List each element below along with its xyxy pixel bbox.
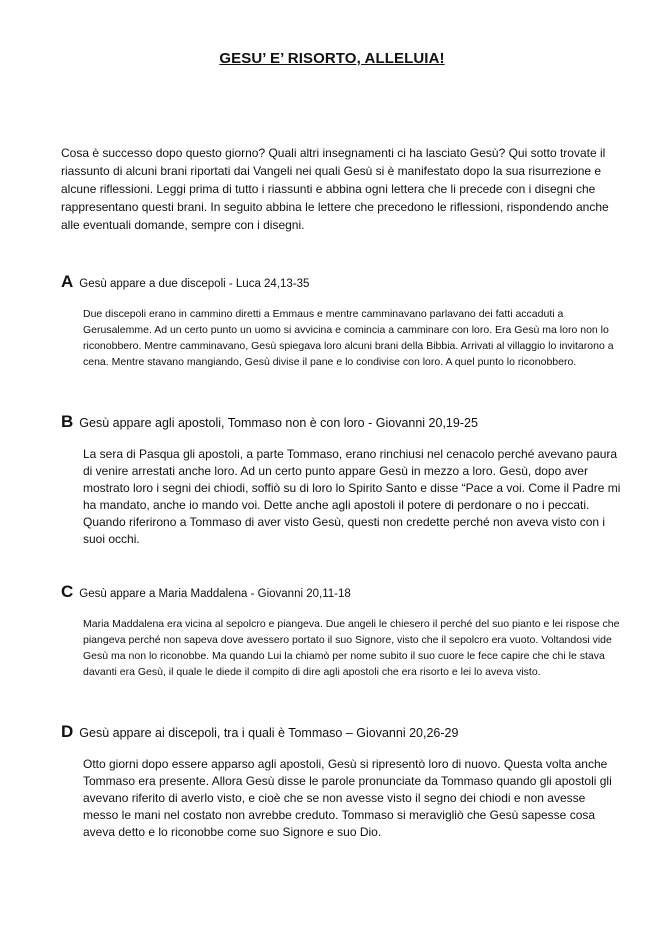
- section-a-letter: A: [61, 272, 74, 291]
- page-title: GESU’ E’ RISORTO, ALLELUIA!: [219, 50, 445, 67]
- section-a-heading: [61, 272, 621, 292]
- section-c-heading: [61, 582, 621, 602]
- section-d: [61, 722, 621, 841]
- section-c-title: Gesù appare a Maria Maddalena - Giovanni 20,11-18: [79, 588, 351, 600]
- section-d-letter: D: [61, 722, 74, 741]
- section-d-text: Otto giorni dopo essere apparso agli apostoli, Gesù si ripresentò loro di nuovo. Questa volta anche Tommaso era presente. Allora Gesù disse le parole pronunciate da Tommaso quando gli apostoli gli avevano riferito di averlo visto, e cioè che se non avesse visto il segno dei chiodi e non avesse messo le mani nel costato non avrebbe creduto. Tommaso si meravigliò che Gesù sapesse cosa aveva detto e lo riconobbe come suo Signore e suo Dio.: [83, 757, 612, 839]
- section-a-text: Due discepoli erano in cammino diretti a Emmaus e mentre camminavano parlavano dei fatti accaduti a Gerusalemme. Ad un certo punto un uomo si avvicina e comincia a camminare con loro. Era Gesù ma loro non lo riconobbero. Mentre camminavano, Gesù spiegava loro alcuni brani della Bibbia. Arrivati al villaggio lo invitarono a cena. Mentre stavano mangiando, Gesù divise il pane e lo condivise con loro. A quel punto lo riconobbero.: [83, 308, 614, 368]
- section-b: [61, 412, 621, 548]
- section-c-letter: C: [61, 582, 74, 601]
- section-b-title: Gesù appare agli apostoli, Tommaso non è con loro - Giovanni 20,19-25: [79, 416, 478, 430]
- intro-text: Cosa è successo dopo questo giorno? Quali altri insegnamenti ci ha lasciato Gesù? Qui sotto trovate il riassunto di alcuni brani riportati dai Vangeli nei quali Gesù si è manifestato dopo la sua risurrezione e alcune riflessioni. Leggi prima di tutto i riassunti e abbina ogni lettera che li precede con i disegni che rappresentano questi brani. In seguito abbina le lettere che precedono le riflessioni, rispondendo anche alle eventuali domande, sempre con i disegni.: [61, 146, 609, 232]
- section-b-text: La sera di Pasqua gli apostoli, a parte Tommaso, erano rinchiusi nel cenacolo perché avevano paura di venire arrestati anche loro. Ad un certo punto appare Gesù in mezzo a loro. Gesù, dopo aver mostrato loro i segni dei chiodi, soffiò su di loro lo Spirito Santo e disse “Pace a voi. Come il Padre mi ha mandato, anche io mando voi. Dette anche agli apostoli il potere di perdonare o no i peccati. Quando riferirono a Tommaso di aver visto Gesù, questi non credette perché non aveva visto con i suoi occhi.: [83, 447, 621, 546]
- section-c-text: Maria Maddalena era vicina al sepolcro e piangeva. Due angeli le chiesero il perché del suo pianto e lei rispose che piangeva perché non sapeva dove avessero portato il suo Signore, visto che il sepolcro era vuoto. Voltandosi vide Gesù ma non lo riconobbe. Ma quando Lui la chiamò per nome subito il suo cuore le fece capire che chi le stava davanti era Gesù, il quale le diede il compito di dire agli apostoli che era risorto e lei lo aveva visto.: [83, 618, 620, 678]
- section-b-heading: [61, 412, 621, 432]
- section-b-letter: B: [61, 412, 74, 431]
- section-a-title: Gesù appare a due discepoli - Luca 24,13-35: [79, 278, 310, 290]
- section-a: [61, 272, 621, 370]
- section-d-heading: [61, 722, 621, 742]
- section-c: [61, 582, 621, 680]
- section-d-title: Gesù appare ai discepoli, tra i quali è Tommaso – Giovanni 20,26-29: [79, 726, 459, 740]
- intro-paragraph: [61, 144, 621, 234]
